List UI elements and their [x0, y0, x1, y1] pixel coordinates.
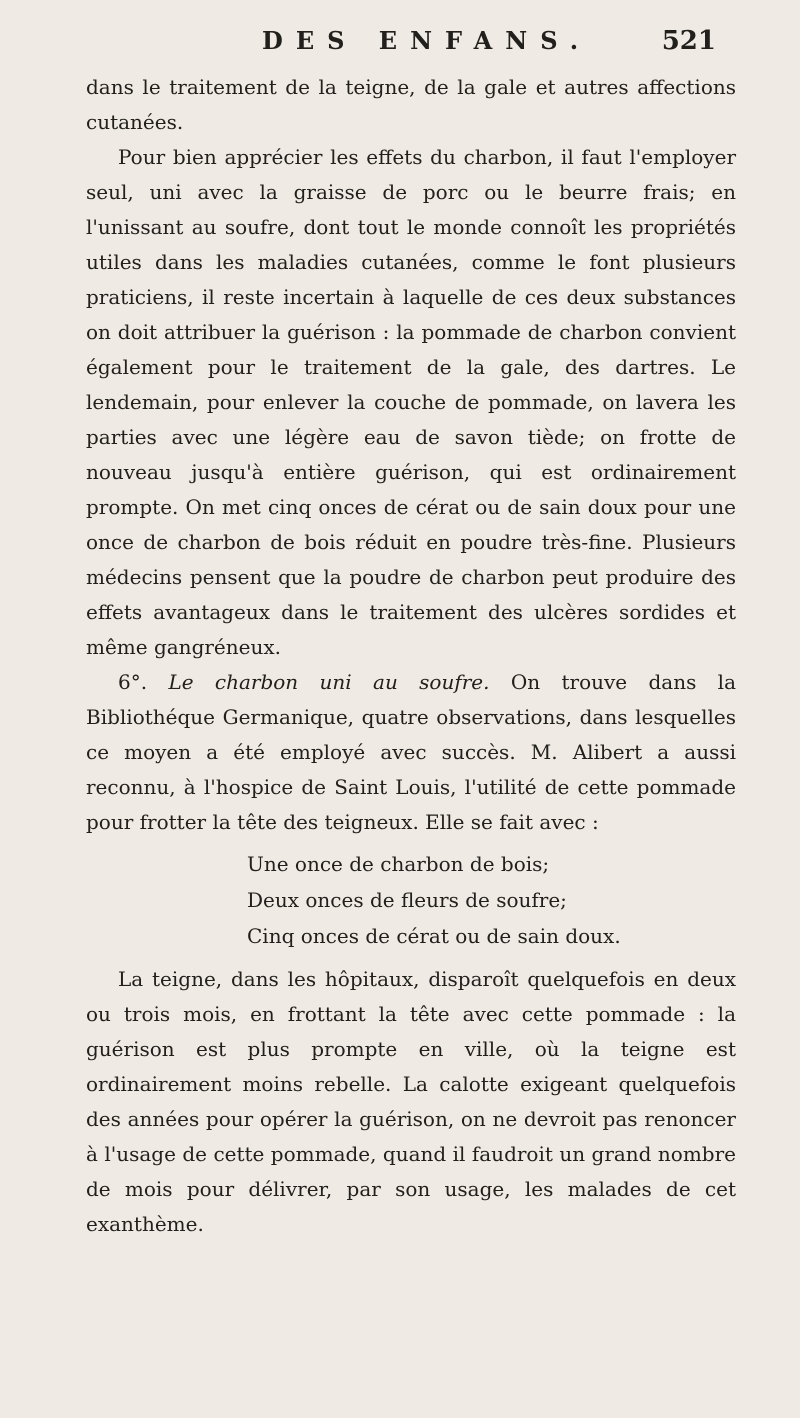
running-title: DES ENFANS.: [262, 26, 592, 55]
body-text: [86, 70, 736, 1242]
recipe-list: [86, 846, 736, 954]
section-text: On trouve dans la Bibliothéque Germanique, quatre observations, dans lesquelles ce moyen a été employé avec succès. M. Alibert a aussi reconnu, à l'hospice de Saint Louis, l'utilité de cette pommade pour frotter la tête des teigneux. Elle se fait avec :: [86, 670, 736, 834]
paragraph-continuation: dans le traitement de la teigne, de la gale et autres affections cutanées.: [86, 75, 736, 134]
section-6: [86, 665, 736, 840]
paragraph-closing: La teigne, dans les hôpitaux, disparoît quelquefois en deux ou trois mois, en frottant la tête avec cette pommade : la guérison est plus prompte en ville, où la teigne est ordinairement moins rebelle. La calotte exigeant quelquefois des années pour opérer la guérison, on ne devroit pas renoncer à l'usage de cette pommade, quand il faudroit un grand nombre de mois pour délivrer, par son usage, les malades de cet exanthème.: [86, 967, 736, 1236]
page-number: 521: [661, 26, 716, 56]
section-number: 6°.: [118, 670, 148, 694]
recipe-line: Cinq onces de cérat ou de sain doux.: [247, 924, 621, 948]
recipe-line: Une once de charbon de bois;: [247, 852, 550, 876]
page-header: [0, 26, 800, 62]
paragraph-charbon: Pour bien apprécier les effets du charbon, il faut l'employer seul, uni avec la graisse de porc ou le beurre frais; en l'unissant au soufre, dont tout le monde connoît les propriétés utiles dans les maladies cutanées, comme le font plusieurs praticiens, il reste incertain à laquelle de ces deux substances on doit attribuer la guérison : la pommade de charbon convient également pour le traitement de la gale, des dartres. Le lendemain, pour enlever la couche de pommade, on lavera les parties avec une légère eau de savon tiède; on frotte de nouveau jusqu'à entière guérison, qui est ordinairement prompte. On met cinq onces de cérat ou de sain doux pour une once de charbon de bois réduit en poudre très-fine. Plusieurs médecins pensent que la poudre de charbon peut produire des effets avantageux dans le traitement des ulcères sordides et même gangréneux.: [86, 145, 736, 659]
recipe-line: Deux onces de fleurs de soufre;: [247, 888, 567, 912]
section-title: Le charbon uni au soufre.: [168, 670, 490, 694]
